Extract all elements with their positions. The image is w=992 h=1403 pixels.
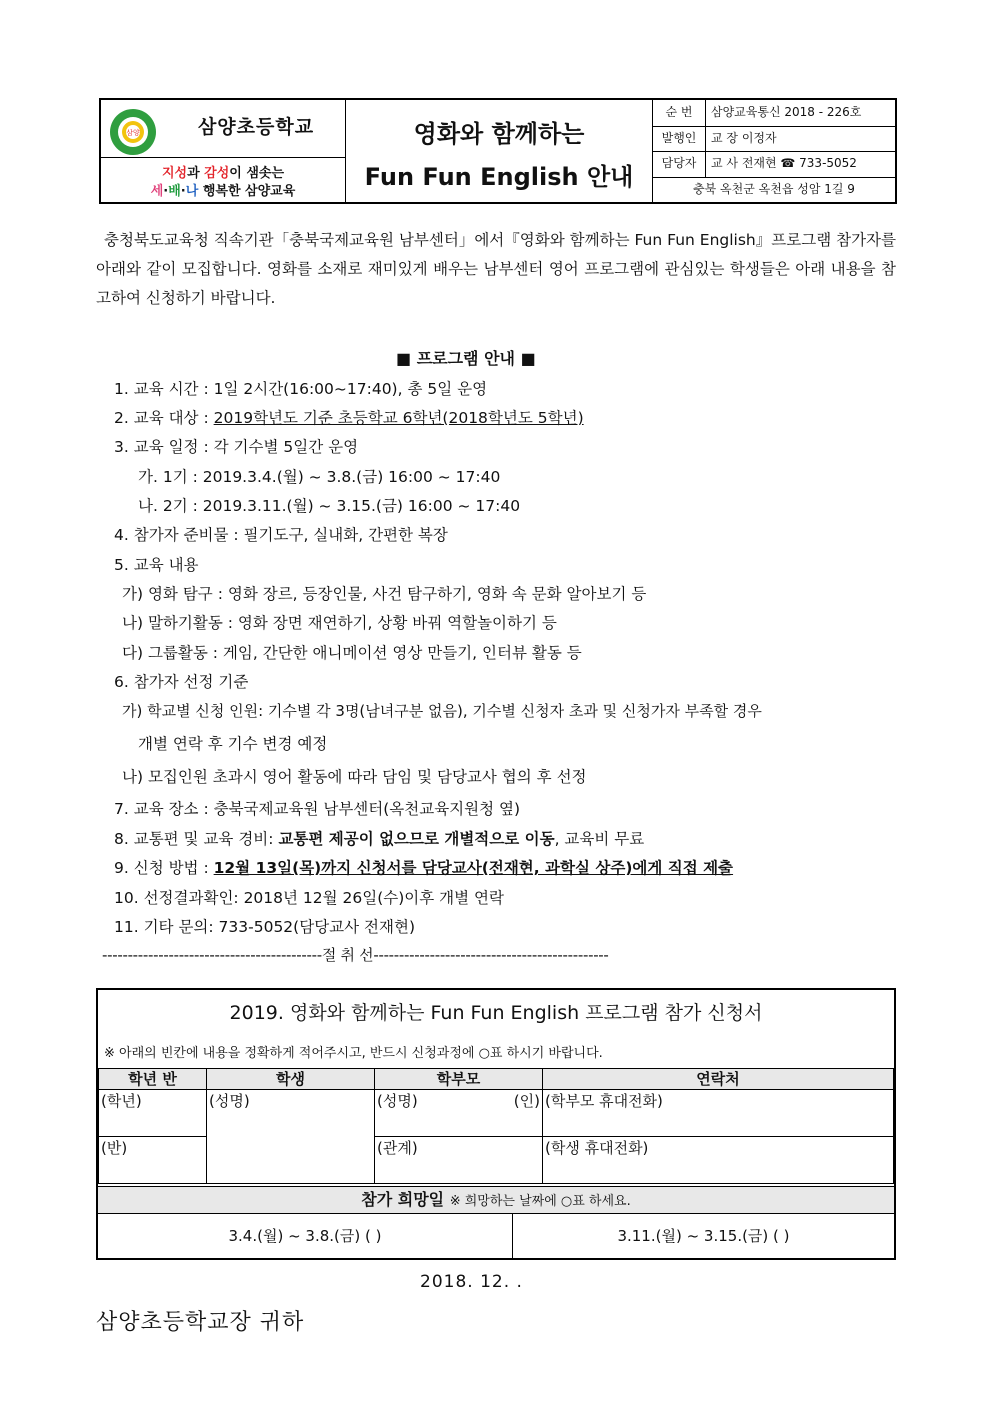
document-title-line-2: Fun Fun English 안내 <box>364 163 634 191</box>
meta-table <box>653 100 895 202</box>
item-7: 7. 교육 장소 : 충북국제교육원 남부센터(옥천교육지원청 옆) <box>114 800 521 818</box>
meta-row-publisher: 발행인 교 장 이정자 <box>653 126 895 153</box>
col-grade: 학년 반 <box>99 1069 207 1090</box>
item-5: 5. 교육 내용 <box>114 556 199 574</box>
grade-field[interactable]: (학년) <box>99 1090 207 1137</box>
class-field[interactable]: (반) <box>99 1137 207 1184</box>
option-session-2[interactable]: 3.11.(월) ~ 3.15.(금) ( ) <box>617 1227 790 1245</box>
item-8: 8. 교통편 및 교육 경비: 교통편 제공이 없으므로 개별적으로 이동, 교육비 무료 <box>114 830 645 848</box>
application-date: 2018. 12. . <box>420 1272 523 1292</box>
intro-paragraph: 충청북도교육청 직속기관「충북국제교육원 남부센터」에서『영화와 함께하는 Fun Fun English』프로그램 참가자를 아래와 같이 모집합니다. 영화를 소재로 재미있게 배우는 남부센터 영어 프로그램에 관심있는 학생들은 아래 내용을 참고하여 신청하기 바랍니다. <box>96 231 896 307</box>
recipient: 삼양초등학교장 귀하 <box>96 1310 305 1335</box>
item-2: 2. 교육 대상 : 2019학년도 기준 초등학교 6학년(2018학년도 5학년) <box>114 409 584 427</box>
col-student: 학생 <box>207 1069 375 1090</box>
meta-row-number: 순 번 삼양교육통신 2018 - 226호 <box>653 100 895 127</box>
item-5-b: 나) 말하기활동 : 영화 장면 재연하기, 상황 바꿔 역할놀이하기 등 <box>122 614 557 632</box>
item-11: 11. 기타 문의: 733-5052(담당교사 전재현) <box>114 918 416 936</box>
student-phone-field[interactable]: (학생 휴대전화) <box>543 1137 894 1184</box>
meta-row-teacher: 담당자 교 사 전재현 ☎ 733-5052 <box>653 151 895 178</box>
item-5-a: 가) 영화 탐구 : 영화 장르, 등장인물, 사건 탐구하기, 영화 속 문화 알아보기 등 <box>122 585 647 603</box>
meta-row-address: 충북 옥천군 옥천읍 성암 1길 9 <box>693 181 855 196</box>
form-title: 2019. 영화와 함께하는 Fun Fun English 프로그램 참가 신청서 <box>229 1002 763 1024</box>
svg-text:삼양: 삼양 <box>126 129 140 137</box>
applicant-table <box>98 1068 894 1184</box>
student-name-field[interactable]: (성명) <box>207 1090 375 1184</box>
slogan-line-1: 지성과 감성이 샘솟는 <box>161 166 285 181</box>
item-6-a-cont: 개별 연락 후 기수 변경 예정 <box>138 735 328 753</box>
header-box <box>99 98 897 204</box>
item-4: 4. 참가자 준비물 : 필기도구, 실내화, 간편한 복장 <box>114 526 448 544</box>
hope-date-header: 참가 희망일 ※ 희망하는 날짜에 ○표 하세요. <box>98 1186 894 1214</box>
cut-line: -------------------------------------------절 취 선---------------------------------------------- <box>102 946 609 964</box>
parent-phone-field[interactable]: (학부모 휴대전화) <box>543 1090 894 1137</box>
item-6-a: 가) 학교별 신청 인원: 기수별 각 3명(남녀구분 없음), 기수별 신청자 초과 및 신청가자 부족할 경우 <box>122 702 762 720</box>
slogan-line-2: 세·배·나 행복한 삼양교육 <box>150 184 296 199</box>
item-3-a: 가. 1기 : 2019.3.4.(월) ~ 3.8.(금) 16:00 ~ 17:40 <box>138 468 501 486</box>
item-9: 9. 신청 방법 : 12월 13일(목)까지 신청서를 담당교사(전재현, 과학실 상주)에게 직접 제출 <box>114 859 734 877</box>
item-5-c: 다) 그룹활동 : 게임, 간단한 애니메이션 영상 만들기, 인터뷰 활동 등 <box>122 644 582 662</box>
item-6: 6. 참가자 선정 기준 <box>114 673 249 691</box>
document-title-line-1: 영화와 함께하는 <box>413 120 585 148</box>
item-3: 3. 교육 일정 : 각 기수별 5일간 운영 <box>114 438 359 456</box>
item-3-b: 나. 2기 : 2019.3.11.(월) ~ 3.15.(금) 16:00 ~ 17:40 <box>138 497 521 515</box>
form-note: ※ 아래의 빈칸에 내용을 정확하게 적어주시고, 반드시 신청과정에 ○표 하시기 바랍니다. <box>104 1046 603 1061</box>
parent-name-field[interactable]: (성명) (인) <box>375 1090 543 1137</box>
item-6-b: 나) 모집인원 초과시 영어 활동에 따라 담임 및 담당교사 협의 후 선정 <box>122 768 587 786</box>
school-name: 삼양초등학교 <box>197 116 315 138</box>
seal-label: (인) <box>513 1092 540 1110</box>
application-form <box>96 988 896 1260</box>
col-parent: 학부모 <box>375 1069 543 1090</box>
option-session-1[interactable]: 3.4.(월) ~ 3.8.(금) ( ) <box>98 1214 513 1258</box>
section-title: ■ 프로그램 안내 ■ <box>396 349 536 368</box>
relation-field[interactable]: (관계) <box>375 1137 543 1184</box>
col-contact: 연락처 <box>543 1069 894 1090</box>
item-1: 1. 교육 시간 : 1일 2시간(16:00~17:40), 총 5일 운영 <box>114 380 488 398</box>
title-cell <box>346 100 653 202</box>
item-10: 10. 선정결과확인: 2018년 12월 26일(수)이후 개별 연락 <box>114 889 504 907</box>
school-logo-icon <box>109 108 157 156</box>
